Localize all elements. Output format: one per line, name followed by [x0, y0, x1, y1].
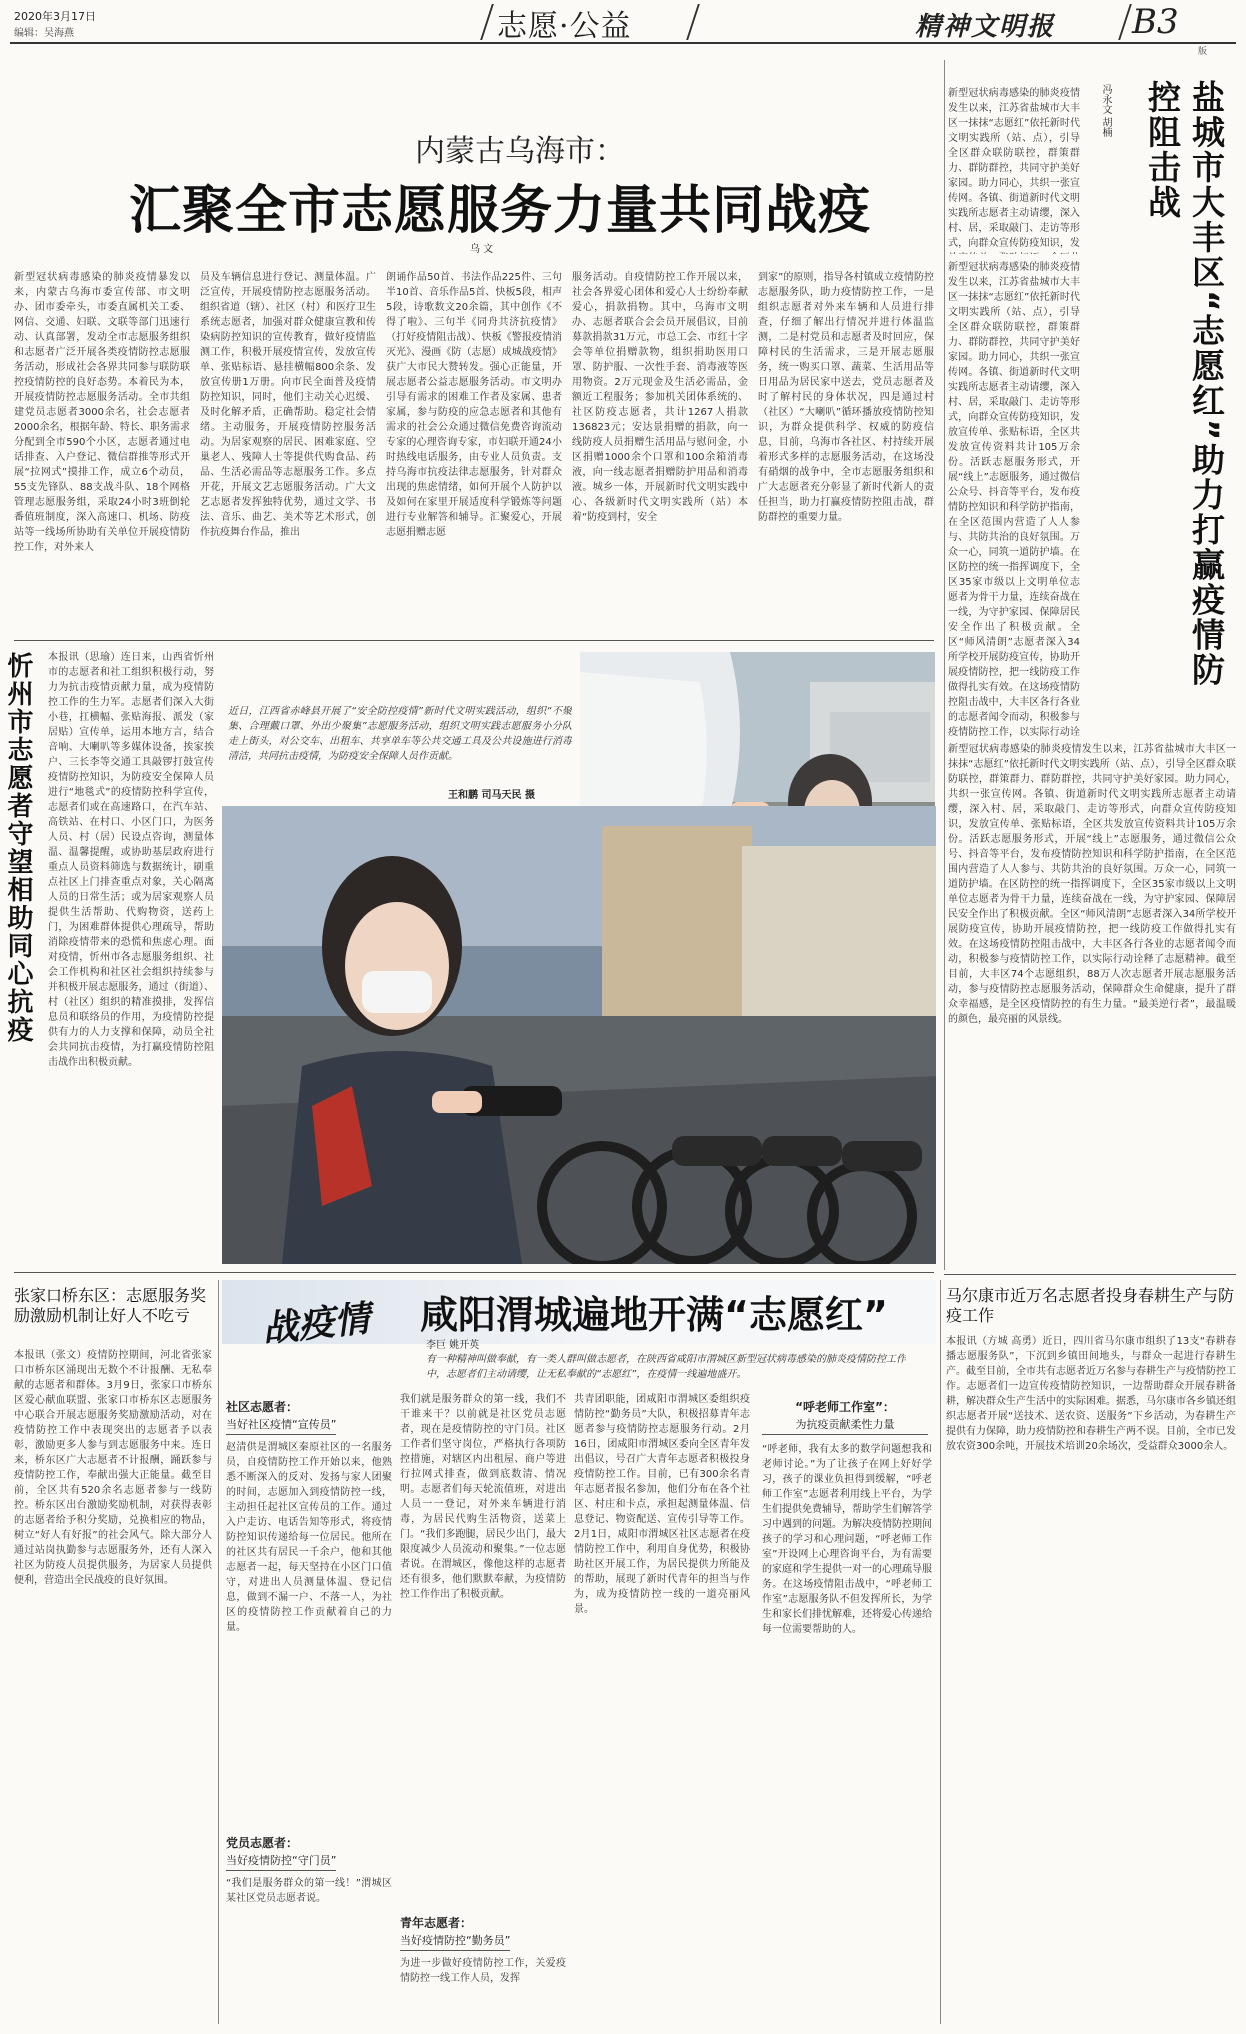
maerkang-body: 本报讯（方城 高勇）近日，四川省马尔康市组织了13支“春耕春播志愿服务队”，下沉到乡镇田间地头，与群众一起进行春耕生产。截至目前，全市共有志愿者近万名参与春耕生产与疫情防控工作。志愿者们一边宣传疫情防控知识，一边帮助群众开展春耕备耕，解决群众生产生活中的实际困难。据悉，马尔康市各乡镇还组织志愿者开展“送技术、送农资、送服务”下乡活动，为春耕生产提供有力保障，助力疫情防控和春耕生产两不误。目前，全市已发放农资300余吨，开展技术培训20余场次，受益群众3000余人。 [946, 1336, 1236, 1452]
maerkang-title: 马尔康市近万名志愿者投身春耕生产与防疫工作 [946, 1286, 1235, 1325]
xianyang-lead: 有一种精神叫做奉献，有一类人群叫做志愿者，在陕西省咸阳市渭城区新型冠状病毒感染的肺炎疫情防控工作中，志愿者们主动请缨，让无私奉献的“志愿红”，在疫情一线遍地盛开。 [426, 1354, 906, 1380]
masthead-slash-left [480, 4, 494, 40]
yancheng-body-upper: 新型冠状病毒感染的肺炎疫情发生以来，江苏省盐城市大丰区一抹抹“志愿红”依托新时代文明实践所（站、点），引导全区群众联防联控，群策群力、群防群控，共同守护美好家园。助力同心，共织一张宣传网。各镇、街道新时代文明实践所志愿者主动请缨，深入村、居，采取敲门、走访等形式，向群众宣传防疫知识，发放宣传单、张贴标语，全区共发放宣传资料共计105万余份。活跃志愿服务形式，开展“线上”志愿服务，通过微信公众号、抖音等平台，发布疫情防控知识和科学防护指南，在全区范围内营造了人人参与、共防共治的良好氛围。万众一心，同筑一道防护墙。在区防控的统一指挥调度下，全区35家市级以上文明单位志愿者为骨干力量，连续奋战在一线，为守护家园、保障居民安全作出了积极贡献。全区“师风清朗”志愿者深入34所学校开展防疫宣传，协助开展疫情防控，把一线防疫工作做得扎实有效。在这场疫情防控阻击战中，大丰区各行各业的志愿者闻令而动，积极参与疫情防控工作，以实际行动诠 [948, 262, 1080, 738]
page-number: B3 [1132, 2, 1179, 42]
photo-credit: 王和鹏 司马天民 摄 [448, 790, 535, 801]
xianyang-col1: 赵清供是渭城区秦原社区的一名服务员，自疫情防控工作开始以来，他熟悉不断深入的反对、发扬与家人团聚的时间，志愿加入到疫情防控一线，主动担任起社区宣传员的工作。通过入户走访、电话告知等形式，将疫情防控知识传递给每一位居民。他所在的社区共有居民一千余户，他和其他志愿者一起，每天坚持在小区门口值守，对进出人员测量体温、登记信息，做到不漏一户、不落一人，为社区的疫情防控工作贡献着自己的力量。 [226, 1442, 392, 1633]
xianyang-col1b: “我们是服务群众的第一线！”渭城区某社区党员志愿者说。 [226, 1878, 392, 1904]
zhangjiakou-title: 张家口桥东区：志愿服务奖励激励机制让好人不吃亏 [14, 1286, 207, 1325]
xianyang-sub1b: 当好社区疫情“宣传员” [226, 1416, 336, 1435]
xinzhou-title: 忻州市志愿者守望相助同心抗疫 [3, 652, 33, 1044]
xianyang-sub1: 社区志愿者： [226, 1400, 299, 1414]
right-column-bottom-rule [944, 1274, 1236, 1275]
lead-byline: 乌 文 [470, 244, 494, 255]
xinzhou-body: 本报讯（思瑜）连日来，山西省忻州市的志愿者和社工组织积极行动，努力为抗击疫情贡献力量，成为疫情防控工作的生力军。志愿者们深入大街小巷，扛横幅、张贴海报、派发（家居贴）宣传单，运用本地方言，结合音响、大喇叭等多媒体设备，挨家挨户、三长李等交通工具敲锣打鼓宣传疫情防控知识，为防疫安全保障人员进行“地毯式”的疫情防控科学宣传，志愿者们或在高速路口，在汽车站、高铁站、在村口、小区门口，为医务人员、村（居）民设点咨询，测量体温、温馨提醒，或协助基层政府进行重点人员资料筛选与数据统计，刷重点社区上门排查重点对象，关心隔离人员的日常生活；或为居家观察人员提供生活帮助、代购物资，送药上门，为困难群体提供心理疏导，帮助消除疫情带来的恐慌和焦虑心理。面对疫情，忻州市各志愿服务组织、社会工作机构和社区社会组织持续参与并积极开展志愿服务，通过（街道）、村（社区）组织的精准摸排，发挥信息员和联络员的作用，为疫情防控提供有力的人力支撑和保障，动员全社会共同抗击疫情，为打赢疫情防控阻击战作出积极贡献。 [48, 652, 214, 1068]
yancheng-body-lower: 新型冠状病毒感染的肺炎疫情发生以来，江苏省盐城市大丰区一抹抹“志愿红”依托新时代文明实践所（站、点），引导全区群众联防联控，群策群力、群防群控，共同守护美好家园。助力同心，共织一张宣传网。各镇、街道新时代文明实践所志愿者主动请缨，深入村、居，采取敲门、走访等形式，向群众宣传防疫知识，发放宣传单、张贴标语，全区共发放宣传资料共计105万余份。活跃志愿服务形式，开展“线上”志愿服务，通过微信公众号、抖音等平台，发布疫情防控知识和科学防护指南，在全区范围内营造了人人参与、共防共治的良好氛围。万众一心，同筑一道防护墙。在区防控的统一指挥调度下，全区35家市级以上文明单位志愿者为骨干力量，连续奋战在一线，为守护家园、保障居民安全作出了积极贡献。全区“师风清朗”志愿者深入34所学校开展防疫宣传，协助开展疫情防控，把一线防疫工作做得扎实有效。在这场疫情防控阻击战中，大丰区各行各业的志愿者闻令而动，积极参与疫情防控工作，以实际行动诠释了志愿精神。截至目前，大丰区74个志愿组织，88万人次志愿者开展志愿服务活动，参与疫情防控志愿服务活动，保障群众生命健康，提升了群众幸福感，是全区疫情防控的有生力量。“最美逆行者”，最温暖的颜色，最亮丽的风景线。 [948, 744, 1236, 1025]
right-column-divider [944, 60, 945, 1270]
zhangjiakou-body: 本报讯（张文）疫情防控期间，河北省张家口市桥东区涌现出无数个不计报酬、无私奉献的志愿者和群体。3月9日，张家口市桥东区爱心献血联盟、张家口市桥东区志愿服务中心联合开展志愿服务奖励激励活动，对在疫情防控工作中表现突出的志愿者予以表彰，激励更多人参与到志愿服务中来。连日来，桥东区广大志愿者不计报酬，踊跃参与疫情防控工作，奉献出强大正能量。截至目前，全区共有520余名志愿者参与一线防控。桥东区出台激励奖励机制，对获得表彰的志愿者给予积分奖励，兑换相应的物品，树立“好人有好报”的社会风气。除大部分人通过站岗执勤参与志愿服务外，还有人深入社区为防疫人员提供服务，为居家人员提供便利，营造出全民战疫的良好氛围。 [14, 1350, 212, 1586]
page-suffix: 版 [1198, 47, 1208, 57]
xianyang-sub2b: 当好疫情防控“守门员” [226, 1852, 336, 1871]
lead-column-5: 到家”的原则，指导各村镇成立疫情防控志愿服务队，助力疫情防控工作，一是组织志愿者对外来车辆和人员进行排查，仔细了解出行情况并进行体温监测，二是村党员和志愿者及时回应，保障村民的生活需求，三是开展志愿服务，统一购买口罩、蔬菜、生活用品等日用品为居民家中送去，党员志愿者及时了解村民的身体状况，四是通过村（社区）“大喇叭”循环播放疫情防控知识，为群众提供科学、权威的防疫信息，目前，乌海市各社区、村持续开展着形式多样的志愿服务活动，在这场没有硝烟的战争中，全市志愿服务组织和广大志愿者充分彰显了新时代新人的责任担当，助力打赢疫情防控阻击战，群防群控的重要力量。 [758, 272, 934, 523]
lead-column-3: 朗诵作品50首、书法作品225件、三句半10首、音乐作品5首、快板5段，相声5段，诗歌数文20余篇，其中创作《不得了啦》、三句半《同舟共济抗疫情》（打好疫情阻击战）、快板《警报疫情消灭光》、漫画《防（志愿）成城战疫情》获广大市民大赞转发。强心正能量，开展志愿者公益志愿服务活动。市文明办引导有需求的困难工作者及家属、患者家属，参与防疫的应急志愿者和其他有需求的社会公众通过微信免费咨询流动专家的心理咨询专家，市妇联开通24小时热线电话服务，由专业人员负责。支持乌海市抗疫法律志愿服务，针对群众出现的焦虑情绪，如何开展个人防护以及如何在家里开展适度科学锻炼等问题进行专业解答和辅导。汇聚爱心，开展志愿捐赠志愿 [386, 272, 562, 538]
masthead-slash-right [686, 4, 700, 40]
xianyang-byline: 李巨 姚开英 [426, 1340, 480, 1351]
xianyang-right-divider [940, 1280, 941, 2024]
lead-column-2: 员及车辆信息进行登记、测量体温。广泛宣传，开展疫情防控志愿服务活动。组织省道（辖）、社区（村）和医疗卫生系统志愿者，加强对群众健康宣教和传染病防控知识的宣传教育，做好疫情监测工作，积极开展疫情宣传，发放宣传单、张贴标语、悬挂横幅800余条、发放宣传册1万册。向市民全面普及疫情防控知识，同时，他们主动关心迟缓、及时化解矛盾，正确帮助。稳定社会情绪。主动服务，开展疫情防控服务活动。为居家观察的居民、困难家庭、空巢老人、残障人士等提供代购食品、药品、生活必需品等志愿服务工作。多点开花，开展文艺志愿服务活动。广大文艺志愿者发挥独特优势，通过文学、书法、音乐、曲艺、美术等艺术形式，创作抗疫舞台作品，推出 [200, 272, 376, 538]
xianyang-col4: “呼老师，我有太多的数学问题想我和老师讨论。”为了让孩子在网上好好学习，孩子的课业负担得到缓解，“呼老师工作室”志愿者利用线上平台，为学生们提供免费辅导，帮助学生们解答学习中遇到的问题。为解决疫情防控期间孩子的学习和心理问题，“呼老师工作室”开设网上心理咨询平台，为有需要的家庭和学生提供一对一的心理疏导服务。在这场疫情阻击战中，“呼老师工作室”志愿服务队不但发挥所长，为学生和家长们排忧解难，还将爱心传递给每一位需要帮助的人。 [762, 1444, 932, 1635]
xianyang-sub4: “呼老师工作室”： [795, 1400, 895, 1414]
yancheng-byline: 冯永文 胡楠 [1100, 84, 1111, 138]
section-title: 志愿·公益 [497, 9, 632, 44]
xianyang-headline: 咸阳渭城遍地开满“志愿红” [420, 1293, 888, 1337]
xianyang-col2: 我们就是服务群众的第一线，我们不干谁来干？以前就是社区党员志愿者，现在是疫情防控的守门员。社区工作者们坚守岗位，严格执行各项防控措施，对辖区内出租屋、商户等进行拉网式排查，做到底数清、情况明。志愿者们每天轮流值班，对进出人员一一登记，对外来车辆进行消毒，为居民代购生活物资，送菜上门。“我们多跑腿，居民少出门，最大限度减少人员流动和聚集。”一位志愿者说。在渭城区，像他这样的志愿者还有很多，他们默默奉献，为疫情防控工作作出了积极贡献。 [400, 1394, 566, 1600]
lead-column-4: 服务活动。自疫情防控工作开展以来，社会各界爱心团体和爱心人士纷纷奉献爱心，捐款捐物。其中，乌海市文明办、志愿者联合会会员开展倡议，目前募款捐款31万元，市总工会、市红十字会等单位捐赠款物，组织捐助医用口罩、防护服、一次性手套、消毒液等医用物资。2万元现金及生活必需品，金额近工程服务；参加机关团体系统的、社区防疫志愿者，共计1267人捐款136823元；安达景捐赠的捐款，向一线防疫人员捐赠生活用品与慰问金，小区捐赠1000余个口罩和100余箱消毒液，向一线志愿者捐赠防护用品和消毒液。城乡一体，开展新时代文明实践中心、各级新时代文明实践所（站）本着“防疫到村，安全 [572, 272, 748, 523]
masthead-slash-page [1118, 4, 1132, 40]
lead-bottom-rule [14, 640, 934, 641]
xinzhou-bottom-rule [14, 1272, 934, 1273]
issue-date: 2020年3月17日 [14, 10, 96, 23]
lead-kicker: 内蒙古乌海市： [415, 134, 625, 169]
zhangjiakou-divider [218, 1280, 219, 2024]
yancheng-title: 盐城市大丰区“志愿红”助力打赢疫情防控阻击战 [1143, 80, 1226, 688]
xianyang-sub2: 党员志愿者： [226, 1836, 299, 1850]
xianyang-sub3b: 当好疫情防控“勤务员” [400, 1932, 510, 1951]
photo-bike-disinfection [222, 806, 936, 1264]
yancheng-intro: 新型冠状病毒感染的肺炎疫情发生以来，江苏省盐城市大丰区一抹抹“志愿红”依托新时代文明实践所（站、点），引导全区群众联防联控，群策群力、群防群控，共同守护美好家园。助力同心，共织一张宣传网。各镇、街道新时代文明实践所志愿者主动请缨，深入村、居，采取敲门、走访等形式，向群众宣传防疫知识，发 [948, 88, 1080, 249]
page-editor: 编辑：吴海燕 [14, 28, 74, 39]
xianyang-col3: 共青团职能，团咸阳市渭城区委组织疫情防控“勤务员”大队，积极招募青年志愿者参与疫情防控志愿服务行动。2月16日，团咸阳市渭城区委向全区青年发出倡议，号召广大青年志愿者积极投身疫情防控工作。目前，已有300余名青年志愿者报名参加，他们分布在各个社区、村庄和卡点，承担起测量体温、信息登记、物资配送、宣传引导等工作。2月1日，咸阳市渭城区社区志愿者在疫情防控工作中，利用自身优势，积极协助社区开展工作，为居民提供力所能及的帮助，展现了新时代青年的担当与作为，成为疫情防控一线的一道亮丽风景。 [574, 1394, 750, 1615]
xianyang-tag: 战疫情 [260, 1297, 373, 1351]
photo-caption: 近日，江西省赤峰县开展了“安全防控疫情”新时代文明实践活动，组织“不聚集、合理戴口罩、外出少聚集”志愿服务活动，组织文明实践志愿服务小分队走上街头，对公交车、出租车、共享单车等公共交通工具及公共设施进行消毒清洁，共同抗击疫情，为防疫安全保障人员作贡献。 [228, 706, 572, 762]
paper-name-logo: 精神文明报 [915, 12, 1056, 42]
xianyang-col2b: 为进一步做好疫情防控工作，关爱疫情防控一线工作人员，发挥 [400, 1958, 566, 1984]
lead-column-1: 新型冠状病毒感染的肺炎疫情暴发以来，内蒙古乌海市委宣传部、市文明办、团市委牵头，市委直属机关工委、网信、交通、妇联、文联等部门迅速行动、认真部署，发动全市志愿服务组织和志愿者广泛开展各类疫情防控志愿服务活动，形成社会各界共同参与联防联控疫情防控的良好态势。本着民为本，开展疫情防控志愿服务活动。全市共组建党员志愿者3000余名，社会志愿者2000余名，根据年龄、特长、职务需求分配到全市590个小区，志愿者通过电话排查、入户登记、微信群推等形式开展“拉网式”摸排工作，成立6个动员，55支先锋队、88支战斗队、18个网格管理志愿服务组，采取24小时3班倒轮番值班制度，深入高速口、机场、防疫站等一线场所协助有关单位开展疫情防控工作，对外来人 [14, 272, 190, 553]
lead-headline: 汇聚全市志愿服务力量共同战疫 [128, 181, 871, 241]
photo-bike-disinfection-graphic [222, 806, 936, 1264]
xianyang-sub3: 青年志愿者： [400, 1916, 473, 1930]
xianyang-sub4b: 为抗疫贡献柔性力量 [762, 1416, 928, 1435]
